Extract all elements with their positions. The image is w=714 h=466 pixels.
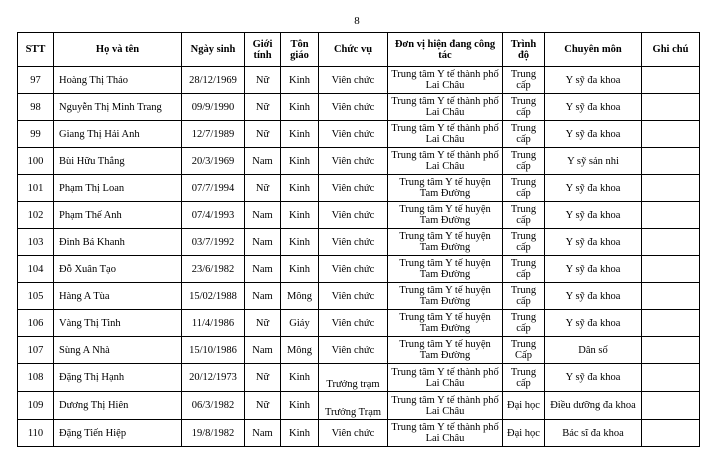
cell-note	[642, 256, 700, 283]
cell-note	[642, 121, 700, 148]
cell-name: Dương Thị Hiên	[54, 392, 182, 420]
cell-specialty: Y sỹ đa khoa	[545, 229, 642, 256]
header-stt: STT	[18, 33, 54, 67]
cell-level: Trung cấp	[503, 364, 545, 392]
cell-name: Đỗ Xuân Tạo	[54, 256, 182, 283]
table-row	[18, 364, 700, 392]
cell-note	[642, 202, 700, 229]
page-number: 8	[354, 15, 360, 27]
header-dob: Ngày sinh	[182, 33, 245, 67]
cell-dob: 28/12/1969	[182, 67, 245, 94]
cell-stt: 102	[18, 202, 54, 229]
cell-note	[642, 392, 700, 420]
cell-specialty: Điều dưỡng đa khoa	[545, 392, 642, 420]
cell-note	[642, 283, 700, 310]
cell-position: Trưởng trạm	[319, 364, 388, 392]
table-header-row	[18, 33, 700, 67]
cell-unit: Trung tâm Y tế huyện Tam Đường	[388, 337, 503, 364]
cell-religion: Mông	[281, 337, 319, 364]
table-row	[18, 121, 700, 148]
cell-dob: 15/02/1988	[182, 283, 245, 310]
cell-gender: Nữ	[245, 121, 281, 148]
table-row	[18, 392, 700, 420]
cell-position: Viên chức	[319, 420, 388, 447]
cell-unit: Trung tâm Y tế thành phố Lai Châu	[388, 67, 503, 94]
staff-table	[17, 32, 700, 447]
cell-religion: Kinh	[281, 229, 319, 256]
cell-unit: Trung tâm Y tế thành phố Lai Châu	[388, 420, 503, 447]
cell-note	[642, 67, 700, 94]
cell-unit: Trung tâm Y tế thành phố Lai Châu	[388, 94, 503, 121]
cell-level: Trung cấp	[503, 283, 545, 310]
cell-level: Trung cấp	[503, 202, 545, 229]
cell-stt: 106	[18, 310, 54, 337]
cell-specialty: Y sỹ đa khoa	[545, 310, 642, 337]
cell-note	[642, 364, 700, 392]
cell-dob: 07/7/1994	[182, 175, 245, 202]
cell-gender: Nam	[245, 148, 281, 175]
cell-name: Nguyễn Thị Minh Trang	[54, 94, 182, 121]
cell-specialty: Y sỹ sản nhi	[545, 148, 642, 175]
header-gender: Giới tính	[245, 33, 281, 67]
table-row	[18, 148, 700, 175]
cell-gender: Nữ	[245, 175, 281, 202]
cell-stt: 107	[18, 337, 54, 364]
cell-stt: 105	[18, 283, 54, 310]
table-row	[18, 175, 700, 202]
cell-gender: Nam	[245, 202, 281, 229]
cell-note	[642, 420, 700, 447]
cell-stt: 108	[18, 364, 54, 392]
cell-specialty: Y sỹ đa khoa	[545, 364, 642, 392]
cell-position: Viên chức	[319, 121, 388, 148]
cell-unit: Trung tâm Y tế huyện Tam Đường	[388, 310, 503, 337]
cell-name: Bùi Hữu Thắng	[54, 148, 182, 175]
table-row	[18, 283, 700, 310]
cell-unit: Trung tâm Y tế huyện Tam Đường	[388, 202, 503, 229]
header-name: Họ và tên	[54, 33, 182, 67]
cell-note	[642, 94, 700, 121]
cell-dob: 23/6/1982	[182, 256, 245, 283]
cell-specialty: Y sỹ đa khoa	[545, 283, 642, 310]
cell-level: Trung cấp	[503, 256, 545, 283]
cell-unit: Trung tâm Y tế thành phố Lai Châu	[388, 364, 503, 392]
cell-specialty: Y sỹ đa khoa	[545, 175, 642, 202]
cell-dob: 20/12/1973	[182, 364, 245, 392]
cell-level: Trung Cấp	[503, 337, 545, 364]
cell-specialty: Dân số	[545, 337, 642, 364]
cell-religion: Kinh	[281, 256, 319, 283]
header-note: Ghi chú	[642, 33, 700, 67]
cell-specialty: Y sỹ đa khoa	[545, 67, 642, 94]
cell-name: Giang Thị Hải Anh	[54, 121, 182, 148]
cell-specialty: Bác sĩ đa khoa	[545, 420, 642, 447]
cell-stt: 97	[18, 67, 54, 94]
cell-position: Trưởng Trạm	[319, 392, 388, 420]
cell-stt: 104	[18, 256, 54, 283]
cell-religion: Kinh	[281, 364, 319, 392]
cell-gender: Nam	[245, 229, 281, 256]
cell-name: Phạm Thị Loan	[54, 175, 182, 202]
cell-note	[642, 175, 700, 202]
table-row	[18, 256, 700, 283]
cell-position: Viên chức	[319, 310, 388, 337]
cell-level: Trung cấp	[503, 94, 545, 121]
cell-position: Viên chức	[319, 148, 388, 175]
cell-level: Đại học	[503, 392, 545, 420]
cell-name: Sùng A Nhà	[54, 337, 182, 364]
cell-dob: 07/4/1993	[182, 202, 245, 229]
cell-religion: Mông	[281, 283, 319, 310]
cell-dob: 12/7/1989	[182, 121, 245, 148]
cell-level: Trung cấp	[503, 148, 545, 175]
cell-stt: 110	[18, 420, 54, 447]
cell-religion: Kinh	[281, 420, 319, 447]
cell-name: Phạm Thế Anh	[54, 202, 182, 229]
header-religion: Tôn giáo	[281, 33, 319, 67]
table-row	[18, 94, 700, 121]
cell-name: Đinh Bá Khanh	[54, 229, 182, 256]
cell-unit: Trung tâm Y tế thành phố Lai Châu	[388, 148, 503, 175]
cell-unit: Trung tâm Y tế thành phố Lai Châu	[388, 392, 503, 420]
cell-unit: Trung tâm Y tế huyện Tam Đường	[388, 256, 503, 283]
cell-stt: 99	[18, 121, 54, 148]
cell-dob: 06/3/1982	[182, 392, 245, 420]
cell-unit: Trung tâm Y tế thành phố Lai Châu	[388, 121, 503, 148]
cell-religion: Kinh	[281, 392, 319, 420]
cell-religion: Kinh	[281, 94, 319, 121]
cell-stt: 101	[18, 175, 54, 202]
cell-position: Viên chức	[319, 94, 388, 121]
cell-stt: 103	[18, 229, 54, 256]
cell-specialty: Y sỹ đa khoa	[545, 121, 642, 148]
cell-dob: 09/9/1990	[182, 94, 245, 121]
table-row	[18, 310, 700, 337]
cell-gender: Nam	[245, 256, 281, 283]
cell-level: Trung cấp	[503, 67, 545, 94]
cell-dob: 19/8/1982	[182, 420, 245, 447]
cell-unit: Trung tâm Y tế huyện Tam Đường	[388, 283, 503, 310]
cell-position: Viên chức	[319, 337, 388, 364]
cell-religion: Kinh	[281, 121, 319, 148]
cell-note	[642, 337, 700, 364]
cell-unit: Trung tâm Y tế huyện Tam Đường	[388, 175, 503, 202]
cell-note	[642, 229, 700, 256]
cell-religion: Kinh	[281, 202, 319, 229]
cell-position: Viên chức	[319, 283, 388, 310]
cell-level: Đại học	[503, 420, 545, 447]
cell-note	[642, 310, 700, 337]
cell-stt: 100	[18, 148, 54, 175]
cell-position: Viên chức	[319, 202, 388, 229]
cell-position: Viên chức	[319, 67, 388, 94]
cell-name: Đặng Thị Hạnh	[54, 364, 182, 392]
cell-position: Viên chức	[319, 175, 388, 202]
cell-gender: Nam	[245, 420, 281, 447]
table-row	[18, 420, 700, 447]
cell-unit: Trung tâm Y tế huyện Tam Đường	[388, 229, 503, 256]
table-body	[18, 67, 700, 447]
cell-stt: 98	[18, 94, 54, 121]
cell-name: Hoàng Thị Thảo	[54, 67, 182, 94]
cell-level: Trung cấp	[503, 310, 545, 337]
cell-dob: 03/7/1992	[182, 229, 245, 256]
table-row	[18, 67, 700, 94]
cell-gender: Nữ	[245, 67, 281, 94]
cell-gender: Nam	[245, 283, 281, 310]
table-row	[18, 337, 700, 364]
cell-religion: Kinh	[281, 175, 319, 202]
cell-religion: Kinh	[281, 148, 319, 175]
cell-specialty: Y sỹ đa khoa	[545, 256, 642, 283]
cell-gender: Nam	[245, 337, 281, 364]
cell-religion: Giáy	[281, 310, 319, 337]
cell-specialty: Y sỹ đa khoa	[545, 94, 642, 121]
cell-specialty: Y sỹ đa khoa	[545, 202, 642, 229]
cell-name: Đặng Tiến Hiệp	[54, 420, 182, 447]
cell-gender: Nữ	[245, 364, 281, 392]
cell-name: Hàng A Tùa	[54, 283, 182, 310]
cell-dob: 15/10/1986	[182, 337, 245, 364]
cell-note	[642, 148, 700, 175]
cell-gender: Nữ	[245, 94, 281, 121]
cell-level: Trung cấp	[503, 229, 545, 256]
cell-dob: 11/4/1986	[182, 310, 245, 337]
cell-dob: 20/3/1969	[182, 148, 245, 175]
cell-religion: Kinh	[281, 67, 319, 94]
header-specialty: Chuyên môn	[545, 33, 642, 67]
cell-position: Viên chức	[319, 256, 388, 283]
cell-position: Viên chức	[319, 229, 388, 256]
header-unit: Đơn vị hiện đang công tác	[388, 33, 503, 67]
table-row	[18, 202, 700, 229]
header-level: Trình độ	[503, 33, 545, 67]
header-position: Chức vụ	[319, 33, 388, 67]
cell-stt: 109	[18, 392, 54, 420]
cell-level: Trung cấp	[503, 175, 545, 202]
cell-name: Vàng Thị Tinh	[54, 310, 182, 337]
table-row	[18, 229, 700, 256]
cell-gender: Nữ	[245, 392, 281, 420]
cell-level: Trung cấp	[503, 121, 545, 148]
cell-gender: Nữ	[245, 310, 281, 337]
